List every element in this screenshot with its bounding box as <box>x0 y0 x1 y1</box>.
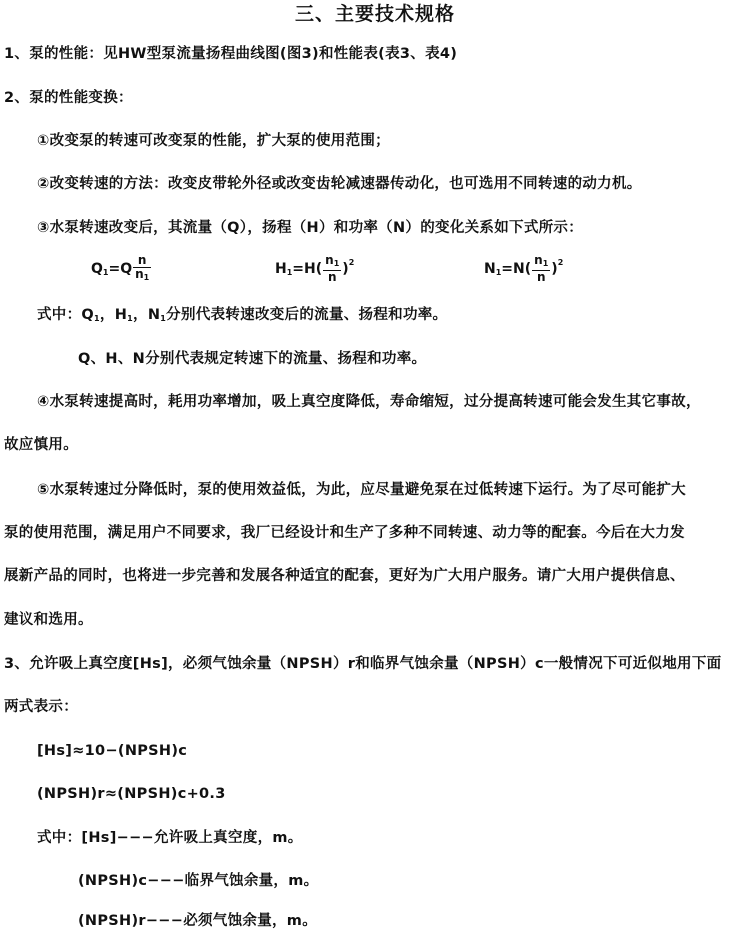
formula-flow-lhs-subscript: 1 <box>102 268 109 277</box>
formula-flow <box>91 254 152 286</box>
formula-head-numerator: $n_1$ <box>323 254 341 271</box>
formula-head-close: ) <box>342 261 349 277</box>
paragraph-npsh-cont: 两式表示： <box>4 699 78 715</box>
section-title: 三、主要技术规格 <box>294 3 455 25</box>
item-relationship: ③水泵转速改变后，其流量（Q），扬程（H）和功率（N）的变化关系如下式所示： <box>37 220 584 236</box>
item-change-speed: ①改变泵的转速可改变泵的性能，扩大泵的使用范围； <box>37 133 390 149</box>
formula-flow-numerator: n <box>133 254 151 268</box>
formula-power <box>484 254 563 286</box>
formula-power-lhs-subscript: 1 <box>495 268 502 277</box>
formula-head-lhs-subscript: 1 <box>286 268 293 277</box>
formula-power-eq: =N( <box>501 261 532 277</box>
item-speed-method: ②改变转速的方法：改变皮带轮外径或改变齿轮减速器传动化，也可选用不同转速的动力机。 <box>37 176 642 192</box>
formula-power-numerator: $n_1$ <box>532 254 550 271</box>
formula-head-eq: =H( <box>292 261 323 277</box>
formula-flow-lhs: Q <box>91 261 103 277</box>
formula-power-denominator: n <box>536 270 546 284</box>
paragraph-pump-performance: 1、泵的性能：见HW型泵流量扬程曲线图(图3)和性能表(表3、表4) <box>4 46 458 62</box>
item-speed-increase: ④水泵转速提高时，耗用功率增加，吸上真空度降低，寿命缩短，过分提高转速可能会发生其它事故， <box>37 394 701 410</box>
item-speed-decrease-cont-3: 建议和选用。 <box>4 612 93 628</box>
formula-power-close: ) <box>551 261 558 277</box>
equation-hs: [Hs]≈10−(NPSH)c <box>37 743 188 759</box>
paragraph-npsh: 3、允许吸上真空度[Hs]，必须气蚀余量（NPSH）r和临界气蚀余量（NPSH）c一般情况下可近似地用下面 <box>4 656 722 672</box>
item-speed-decrease-cont-2: 展新产品的同时，也将进一步完善和发展各种适宜的配套，更好为广大用户服务。请广大用户提供信息、 <box>4 568 685 584</box>
paragraph-performance-change: 2、泵的性能变换： <box>4 90 133 106</box>
formula-head-lhs: H <box>275 261 287 277</box>
legend-npshc: (NPSH)c−−−临界气蚀余量，m。 <box>78 873 319 889</box>
legend-npshr: (NPSH)r−−−必须气蚀余量，m。 <box>78 913 318 929</box>
formula-flow-eq: =Q <box>108 261 133 277</box>
formula-head <box>275 254 354 286</box>
formula-power-lhs: N <box>484 261 496 277</box>
formula-flow-denominator: $n_1$ <box>135 267 150 282</box>
formula-legend-rated: Q、H、N分别代表规定转速下的流量、扬程和功率。 <box>78 351 427 367</box>
formula-head-fraction <box>323 254 341 284</box>
item-speed-decrease: ⑤水泵转速过分降低时，泵的使用效益低，为此，应尽量避免泵在过低转速下运行。为了尽可能扩大 <box>37 482 686 498</box>
formula-power-exponent: 2 <box>557 258 564 267</box>
formula-flow-fraction <box>133 254 151 284</box>
formula-legend-changed: 式中：$Q_1$，$H_1$，$N_1$分别代表转速改变后的流量、扬程和功率。 <box>37 307 448 323</box>
formula-head-exponent: 2 <box>348 258 355 267</box>
formula-power-fraction <box>532 254 550 284</box>
equation-npshr: (NPSH)r≈(NPSH)c+0.3 <box>37 786 226 802</box>
item-speed-increase-cont: 故应慎用。 <box>4 437 78 453</box>
formula-head-denominator: n <box>327 270 337 284</box>
item-speed-decrease-cont-1: 泵的使用范围，满足用户不同要求，我厂已经设计和生产了多种不同转速、动力等的配套。今后在大力发 <box>4 525 685 541</box>
legend-hs: 式中：[Hs]−−−允许吸上真空度，m。 <box>37 830 303 846</box>
